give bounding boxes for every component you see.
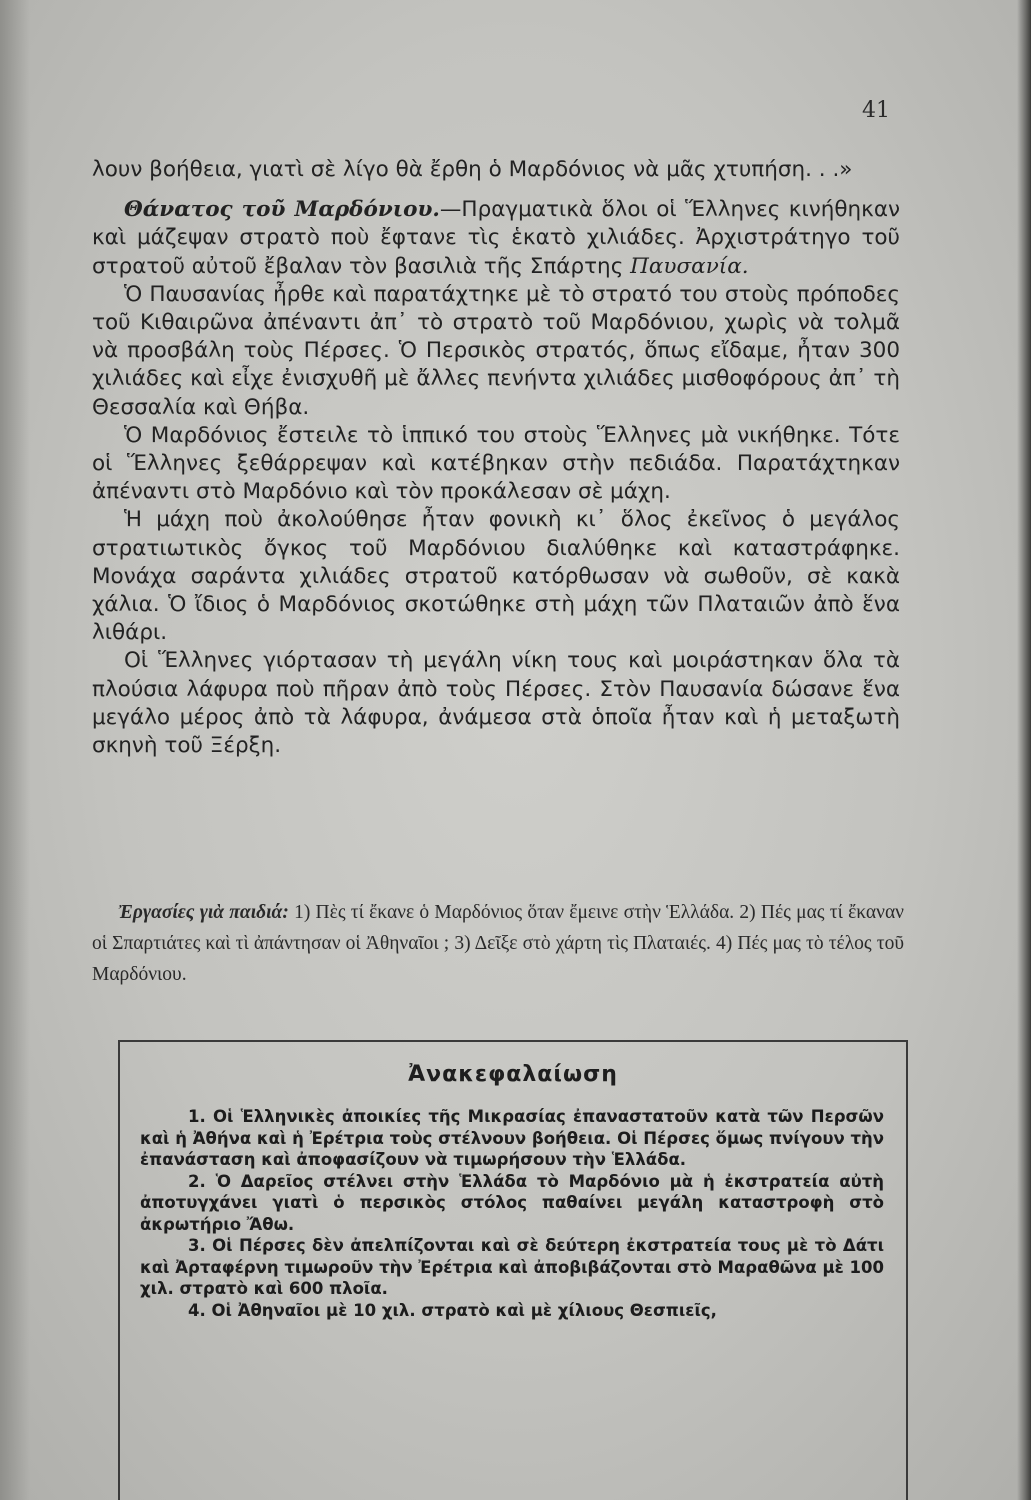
summary-item: 3. Οἱ Πέρσες δὲν ἀπελπίζονται καὶ σὲ δεύτερη ἐκστρατεία τους μὲ τὸ Δάτι καὶ Ἀρταφέρνη τιμωροῦν τὴν Ἐρέτρια καὶ ἀποβιβάζονται στὸ Μαραθῶνα μὲ 100 χιλ. στρατὸ καὶ 600 πλοῖα.: [140, 1236, 884, 1298]
summary-title: Ἀνακεφαλαίωση: [408, 1062, 618, 1087]
paragraph-continuation: λουν βοήθεια, γιατὶ σὲ λίγο θὰ ἔρθη ὁ Μαρδόνιος νὰ μᾶς χτυπήση. . .»: [92, 157, 853, 182]
summary-list: [140, 1106, 884, 1321]
exercises-text: 1) Πὲς τί ἔκανε ὁ Μαρδόνιος ὅταν ἔμεινε στὴν Ἑλλάδα. 2) Πές μας τί ἔκαναν οἱ Σπαρτιάτες καὶ τὶ ἀπάντησαν οἱ Ἀθηναῖοι ; 3) Δεῖξε στὸ χάρτη τὶς Πλαταιές. 4) Πές μας τὸ τέλος τοῦ Μαρδόνιου.: [92, 902, 904, 985]
paragraph-pausanias: Ὁ Παυσανίας ἦρθε καὶ παρατάχτηκε μὲ τὸ στρατό του στοὺς πρόποδες τοῦ Κιθαιρῶνα ἀπέναντι ἀπ᾿ τὸ στρατὸ τοῦ Μαρδόνιου, χωρὶς νὰ τολμᾶ νὰ προσβάλη τοὺς Πέρσες. Ὁ Περσικὸς στρατός, ὅπως εἴδαμε, ἦταν 300 χιλιάδες καὶ εἶχε ἐνισχυθῆ μὲ ἄλλες πενήντα χιλιάδες μισθοφόρους ἀπ᾿ τὴ Θεσσαλία καὶ Θήβα.: [92, 281, 900, 420]
summary-box: [118, 1040, 908, 1500]
exercises-block: [92, 897, 904, 990]
page-number: 41: [862, 98, 890, 123]
paragraph-celebration: Οἱ Ἕλληνες γιόρτασαν τὴ μεγάλη νίκη τους καὶ μοιράστηκαν ὅλα τὰ πλούσια λάφυρα ποὺ πῆραν ἀπὸ τοὺς Πέρσες. Στὸν Παυσανία δώσανε ἕνα μεγάλο μέρος ἀπὸ τὰ λάφυρα, ἀνάμεσα στὰ ὁποῖα ἦταν καὶ ἡ μεταξωτὴ σκηνὴ τοῦ Ξέρξη.: [92, 648, 900, 759]
page-edge-shadow: [1017, 0, 1031, 1500]
paragraph-battle: Ἡ μάχη ποὺ ἀκολούθησε ἦταν φονικὴ κι᾿ ὅλος ἐκεῖνος ὁ μεγάλος στρατιωτικὸς ὄγκος τοῦ Μαρδόνιου διαλύθηκε καὶ καταστράφηκε. Μονάχα σαράντα χιλιάδες στρατοῦ κατόρθωσαν νὰ σωθοῦν, σὲ κακὰ χάλια. Ὁ ἴδιος ὁ Μαρδόνιος σκοτώθηκε στὴ μάχη τῶν Πλαταιῶν ἀπὸ ἕνα λιθάρι.: [92, 507, 900, 646]
main-text: [92, 156, 900, 760]
page-binding-shadow: [0, 0, 30, 1500]
paragraph-death-of-mardonius: [92, 196, 900, 281]
paragraph-cavalry: Ὁ Μαρδόνιος ἔστειλε τὸ ἱππικό του στοὺς Ἕλληνες μὰ νικήθηκε. Τότε οἱ Ἕλληνες ξεθάρρεψαν καὶ κατέβηκαν στὴν πεδιάδα. Παρατάχτηκαν ἀπέναντι στὸ Μαρδόνιο καὶ τὸν προκάλεσαν σὲ μάχη.: [92, 422, 900, 505]
italic-name: Παυσανία.: [630, 253, 749, 279]
summary-item: 4. Οἱ Ἀθηναῖοι μὲ 10 χιλ. στρατὸ καὶ μὲ χίλιους Θεσπιεῖς,: [188, 1300, 717, 1320]
section-heading: Θάνατος τοῦ Μαρδόνιου.: [124, 197, 440, 223]
paragraph-text: —Πραγματικὰ ὅλοι οἱ Ἕλληνες κινήθηκαν καὶ μάζεψαν στρατὸ ποὺ ἔφτανε τὶς ἑκατὸ χιλιάδες. Ἀρχιστράτηγο τοῦ στρατοῦ αὐτοῦ ἔβαλαν τὸν βασιλιὰ τῆς Σπάρτης: [92, 197, 901, 279]
exercises-label: Ἐργασίες γιὰ παιδιά:: [118, 902, 289, 923]
summary-item: 1. Οἱ Ἑλληνικὲς ἀποικίες τῆς Μικρασίας ἐπαναστατοῦν κατὰ τῶν Περσῶν καὶ ἡ Ἀθήνα καὶ ἡ Ἐρέτρια τοὺς στέλνουν βοήθεια. Οἱ Πέρσες ὅμως πνίγουν τὴν ἐπανάσταση καὶ ἀποφασίζουν νὰ τιμωρήσουν τὴν Ἑλλάδα.: [140, 1107, 884, 1169]
summary-item: 2. Ὁ Δαρεῖος στέλνει στὴν Ἑλλάδα τὸ Μαρδόνιο μὰ ἡ ἐκστρατεία αὐτὴ ἀποτυγχάνει γιατὶ ὁ περσικὸς στόλος παθαίνει μεγάλη καταστροφὴ στὸ ἀκρωτήριο Ἄθω.: [140, 1171, 884, 1234]
